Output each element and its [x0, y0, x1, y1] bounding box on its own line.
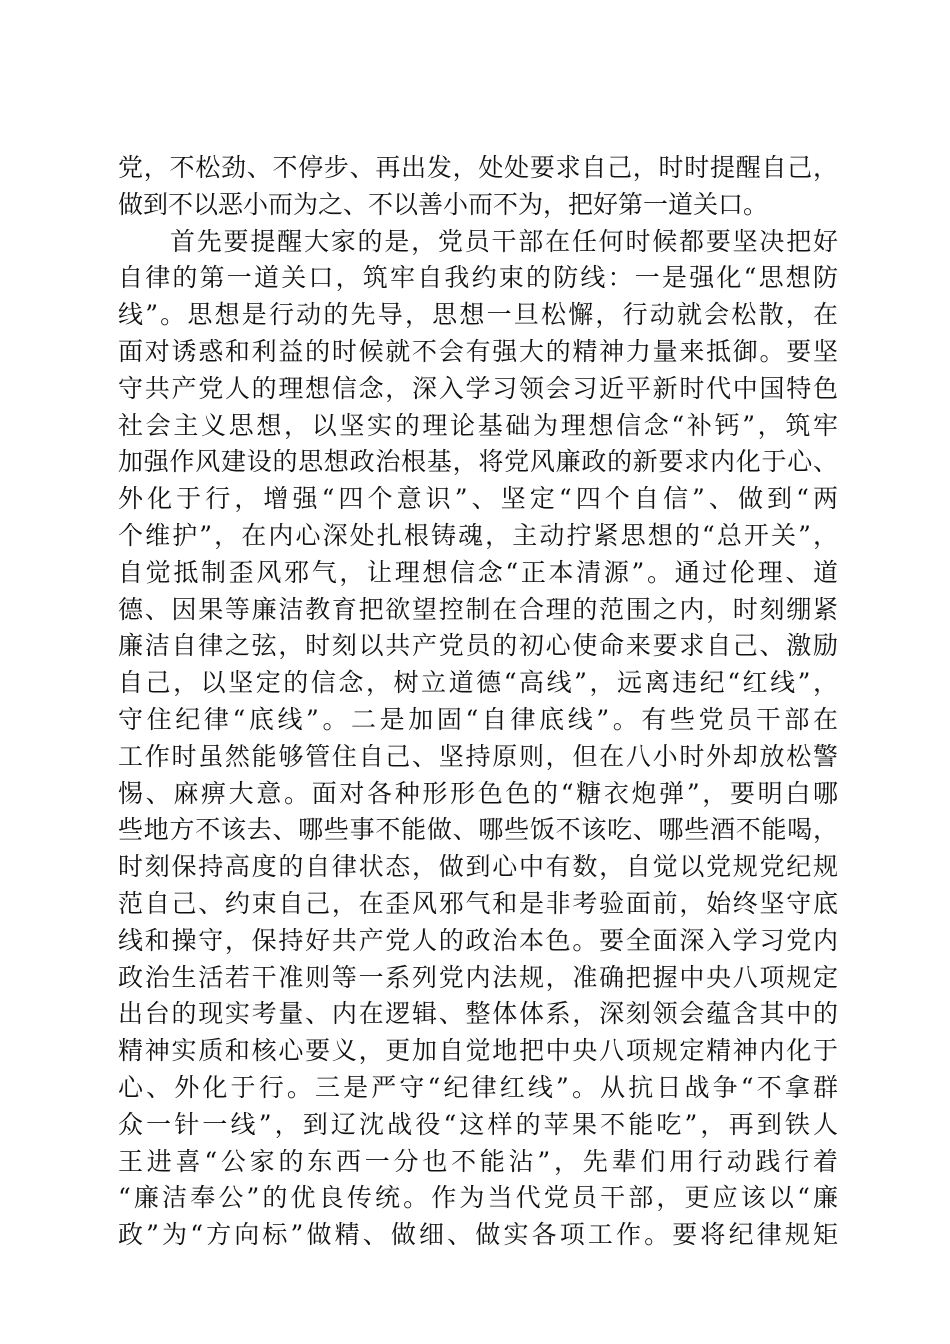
text-line: 工作时虽然能够管住自己、坚持原则，但在八小时外却放松警: [118, 741, 838, 771]
text-line: 党，不松劲、不停步、再出发，处处要求自己，时时提醒自己，: [118, 153, 838, 182]
text-line: 廉洁自律之弦，时刻以共产党员的初心使命来要求自己、激励: [118, 631, 838, 661]
text-line: 线”。思想是行动的先导，思想一旦松懈，行动就会松散，在: [118, 300, 838, 330]
text-line: 守住纪律“底线”。二是加固“自律底线”。有些党员干部在: [118, 704, 838, 734]
text-line: 做到不以恶小而为之、不以善小而不为，把好第一道关口。: [118, 189, 769, 219]
text-line: 惕、麻痹大意。面对各种形形色色的“糖衣炮弹”，要明白哪: [118, 778, 838, 808]
text-line: 外化于行，增强“四个意识”、坚定“四个自信”、做到“两: [118, 484, 838, 514]
text-line: “廉洁奉公”的优良传统。作为当代党员干部，更应该以“廉: [118, 1183, 838, 1213]
text-line: 社会主义思想，以坚实的理论基础为理想信念“补钙”，筑牢: [118, 410, 838, 440]
text-line: 心、外化于行。三是严守“纪律红线”。从抗日战争“不拿群: [118, 1072, 838, 1102]
text-line: 范自己、约束自己，在歪风邪气和是非考验面前，始终坚守底: [118, 888, 838, 918]
body-text: [118, 150, 838, 1254]
text-line: 首先要提醒大家的是，党员干部在任何时候都要坚决把好: [170, 226, 838, 256]
text-line: 自律的第一道关口，筑牢自我约束的防线：一是强化“思想防: [118, 263, 838, 293]
text-line: 政治生活若干准则等一系列党内法规，准确把握中央八项规定: [118, 962, 838, 992]
text-line: 时刻保持高度的自律状态，做到心中有数，自觉以党规党纪规: [118, 852, 838, 882]
text-line: 加强作风建设的思想政治根基，将党风廉政的新要求内化于心、: [118, 447, 838, 477]
text-line: 精神实质和核心要义，更加自觉地把中央八项规定精神内化于: [118, 1036, 838, 1066]
text-line: 个维护”，在内心深处扎根铸魂，主动拧紧思想的“总开关”，: [118, 520, 838, 550]
text-line: 政”为“方向标”做精、做细、做实各项工作。要将纪律规矩: [118, 1220, 838, 1250]
text-line: 守共产党人的理想信念，深入学习领会习近平新时代中国特色: [118, 373, 838, 403]
text-line: 面对诱惑和利益的时候就不会有强大的精神力量来抵御。要坚: [118, 336, 838, 366]
text-line: 些地方不该去、哪些事不能做、哪些饭不该吃、哪些酒不能喝，: [118, 815, 838, 845]
text-line: 自己，以坚定的信念，树立道德“高线”，远离违纪“红线”，: [118, 668, 838, 698]
text-line: 出台的现实考量、内在逻辑、整体体系，深刻领会蕴含其中的: [118, 999, 838, 1029]
text-line: 王进喜“公家的东西一分也不能沾”，先辈们用行动践行着: [118, 1146, 838, 1176]
text-line: 德、因果等廉洁教育把欲望控制在合理的范围之内，时刻绷紧: [118, 594, 838, 624]
text-line: 线和操守，保持好共产党人的政治本色。要全面深入学习党内: [118, 925, 838, 955]
text-line: 众一针一线”，到辽沈战役“这样的苹果不能吃”，再到铁人: [118, 1109, 838, 1139]
text-line: 自觉抵制歪风邪气，让理想信念“正本清源”。通过伦理、道: [118, 557, 838, 587]
